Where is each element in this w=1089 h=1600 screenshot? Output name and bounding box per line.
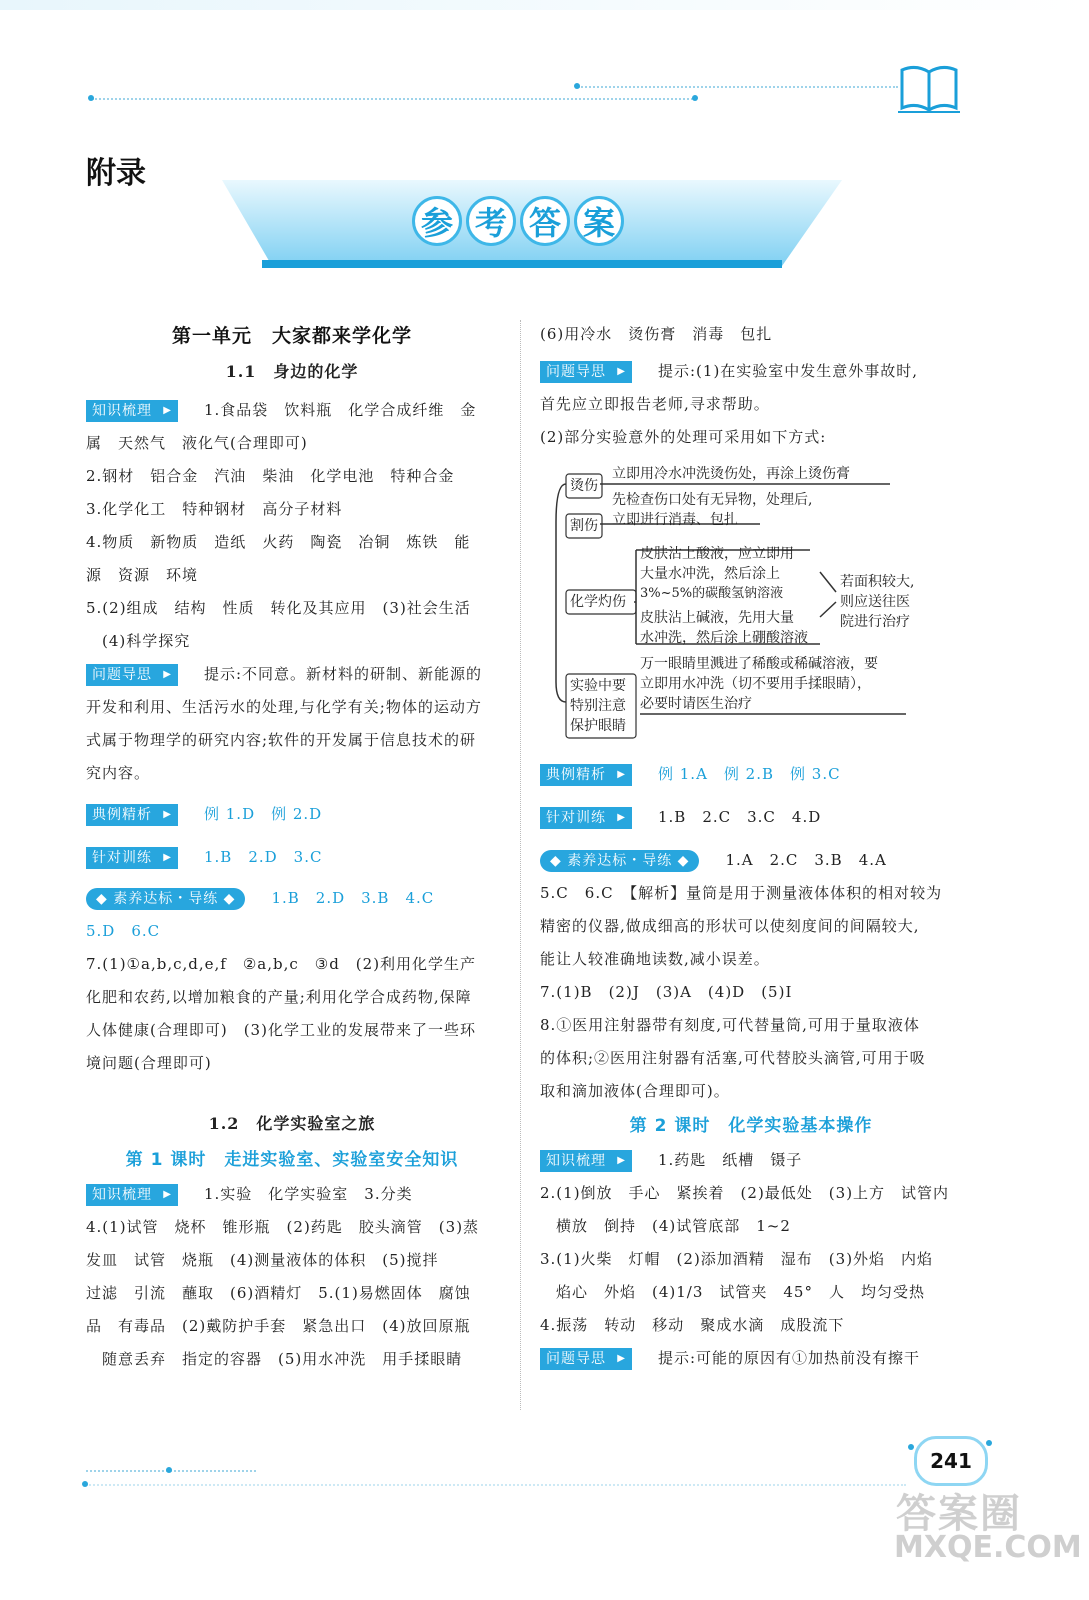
diagram-label-cut: 割伤 — [570, 518, 598, 534]
tag-example: 典例精析 ▶ — [86, 804, 178, 826]
footer-dot — [908, 1444, 914, 1450]
answer-line: 人体健康(合理即可) (3)化学工业的发展带来了一些环 — [86, 1021, 476, 1039]
footer-dot — [82, 1481, 88, 1487]
answer-line: 1.实验 化学实验室 3.分类 — [204, 1185, 413, 1203]
answer-line: 7.(1)①a,b,c,d,e,f ②a,b,c ③d (2)利用化学生产 — [86, 955, 477, 973]
header-dot — [692, 95, 698, 101]
answer-line: 1.A 2.C 3.B 4.A — [725, 851, 887, 869]
answer-line: 1.B 2.D 3.C — [204, 848, 323, 866]
header-dot — [88, 95, 94, 101]
answer-line: 4.物质 新物质 造纸 火药 陶瓷 冶铜 炼铁 能 — [86, 533, 471, 551]
diagram-label-chem: 化学灼伤 — [570, 594, 626, 610]
tag-literacy: ◆ 素养达标・导练 ◆ — [540, 850, 699, 872]
answer-line: 3.化学化工 特种钢材 高分子材料 — [86, 500, 343, 518]
diagram-label-burn: 烫伤 — [570, 478, 598, 494]
answer-line: 品 有毒品 (2)戴防护手套 紧急出口 (4)放回原瓶 — [86, 1317, 471, 1335]
answer-line: (2)部分实验意外的处理可采用如下方式: — [540, 428, 827, 446]
tag-literacy: ◆ 素养达标・导练 ◆ — [86, 888, 245, 910]
answer-line: 2.(1)倒放 手心 紧挨着 (2)最低处 (3)上方 试管内 — [540, 1184, 950, 1202]
answer-line: 1.B 2.C 3.C 4.D — [658, 808, 822, 826]
unit-title: 第一单元 大家都来学化学 — [171, 325, 412, 347]
top-gradient-bar — [0, 0, 1089, 10]
answer-line: 1.食品袋 饮料瓶 化学合成纤维 金 — [204, 401, 477, 419]
answer-line: 提示:可能的原因有①加热前没有擦干 — [658, 1349, 921, 1367]
diagram-text: 大量水冲洗，然后涂上 — [640, 566, 780, 582]
answer-line: 横放 倒持 (4)试管底部 1~2 — [556, 1217, 791, 1235]
left-column — [86, 318, 498, 1376]
banner-char: 案 — [574, 196, 624, 246]
answer-line: 式属于物理学的研究内容;软件的开发属于信息技术的研 — [86, 731, 477, 749]
answer-line: 1.药匙 纸槽 镊子 — [658, 1151, 803, 1169]
answer-line: 化肥和农药,以增加粮食的产量;利用化学合成药物,保障 — [86, 988, 472, 1006]
diagram-text: 若面积较大, — [840, 574, 915, 590]
tag-example: 典例精析 ▶ — [540, 764, 632, 786]
answer-line: 8.①医用注射器带有刻度,可代替量筒,可用于量取液体 — [540, 1016, 920, 1034]
appendix-title: 附录 — [86, 156, 146, 191]
tag-knowledge: 知识梳理 ▶ — [540, 1150, 632, 1172]
answer-line: 发皿 试管 烧瓶 (4)测量液体的体积 (5)搅拌 — [86, 1251, 439, 1269]
diagram-text: 皮肤沾上碱液，先用大量 — [640, 610, 794, 626]
diagram-text: 立即用冷水冲洗烫伤处，再涂上烫伤膏 — [612, 466, 850, 482]
watermark-logo: 答案圈 — [896, 1491, 1022, 1537]
banner-char: 答 — [520, 196, 570, 246]
answer-line: 2.钢材 铝合金 汽油 柴油 化学电池 特种合金 — [86, 467, 455, 485]
answer-line: (4)科学探究 — [102, 632, 191, 650]
diagram-text: 先检查伤口处有无异物，处理后, — [612, 492, 813, 508]
right-column-lower — [540, 758, 962, 1375]
tag-question: 问题导思 ▶ — [86, 664, 178, 686]
header-dot — [574, 83, 580, 89]
header-dotted-line — [92, 98, 697, 100]
answer-line: 究内容。 — [86, 764, 151, 782]
answer-line: 提示:不同意。新材料的研制、新能源的 — [204, 665, 483, 683]
diagram-text: 必要时请医生治疗 — [640, 696, 752, 712]
tag-question: 问题导思 ▶ — [540, 361, 632, 383]
footer-dotted-line-long — [86, 1484, 906, 1486]
tag-knowledge: 知识梳理 ▶ — [86, 400, 178, 422]
tag-knowledge: 知识梳理 ▶ — [86, 1184, 178, 1206]
answer-line: 5.(2)组成 结构 性质 转化及其应用 (3)社会生活 — [86, 599, 471, 617]
lesson-title: 第 1 课时 走进实验室、实验室安全知识 — [125, 1150, 459, 1170]
column-divider — [520, 320, 521, 1410]
footer-dot — [166, 1467, 172, 1473]
page-number: 241 — [914, 1436, 988, 1486]
answer-line: 境问题(合理即可) — [86, 1054, 212, 1072]
answer-line: 例 1.A 例 2.B 例 3.C — [658, 765, 841, 783]
diagram-text: 立即用水冲洗（切不要用手揉眼睛）， — [640, 676, 871, 692]
tag-question: 问题导思 ▶ — [540, 1348, 632, 1370]
tag-training: 针对训练 ▶ — [540, 807, 632, 829]
lesson-title: 第 2 课时 化学实验基本操作 — [629, 1116, 873, 1136]
answer-line: 的体积;②医用注射器有活塞,可代替胶头滴管,可用于吸 — [540, 1049, 926, 1067]
answer-line: 3.(1)火柴 灯帽 (2)添加酒精 湿布 (3)外焰 内焰 — [540, 1250, 934, 1268]
diagram-text: 万一眼睛里溅进了稀酸或稀碱溶液，要 — [640, 656, 878, 672]
book-icon — [898, 64, 960, 114]
answer-line: 提示:(1)在实验室中发生意外事故时, — [658, 362, 919, 380]
banner-char: 参 — [412, 196, 462, 246]
answer-line: 取和滴加液体(合理即可)。 — [540, 1082, 730, 1100]
diagram-text: 水冲洗，然后涂上硼酸溶液 — [640, 630, 808, 646]
answer-line: 1.B 2.D 3.B 4.C — [271, 889, 435, 907]
header-dotted-line-right — [578, 86, 898, 88]
diagram-text: 则应送往医 — [840, 594, 910, 610]
answer-line: 首先应立即报告老师,寻求帮助。 — [540, 395, 770, 413]
diagram-label-eye: 保护眼睛 — [570, 718, 626, 734]
answer-line: 焰心 外焰 (4)1/3 试管夹 45° 人 均匀受热 — [556, 1283, 925, 1301]
answer-line: 4.(1)试管 烧杯 锥形瓶 (2)药匙 胶头滴管 (3)蒸 — [86, 1218, 480, 1236]
watermark-url: MXQE.COM — [894, 1530, 1082, 1565]
answer-line: 例 1.D 例 2.D — [204, 805, 323, 823]
answer-line: 开发和利用、生活污水的处理,与化学有关;物体的运动方 — [86, 698, 482, 716]
footer-dot — [986, 1440, 992, 1446]
answer-line: 7.(1)B (2)J (3)A (4)D (5)I — [540, 983, 793, 1001]
answer-line: 5.D 6.C — [86, 922, 161, 940]
section-title: 1.1 身边的化学 — [225, 362, 359, 381]
right-column — [540, 318, 962, 454]
diagram-label-eye: 实验中要 — [570, 678, 626, 694]
accident-handling-diagram — [540, 462, 960, 742]
diagram-text: 3%~5%的碳酸氢钠溶液 — [640, 586, 784, 601]
diagram-text: 院进行治疗 — [840, 614, 910, 630]
answer-line: 精密的仪器,做成细高的形状可以使刻度间的间隔较大, — [540, 917, 920, 935]
answer-line: 属 天然气 液化气(合理即可) — [86, 434, 308, 452]
diagram-label-eye: 特别注意 — [570, 698, 626, 714]
diagram-text: 立即进行消毒、包扎 — [612, 512, 738, 528]
answer-line: 5.C 6.C 【解析】量筒是用于测量液体体积的相对较为 — [540, 884, 943, 902]
answer-line: 源 资源 环境 — [86, 566, 199, 584]
answer-line: 能让人较准确地读数,减小误差。 — [540, 950, 770, 968]
answer-line: 4.振荡 转动 移动 聚成水滴 成股流下 — [540, 1316, 845, 1334]
section-title: 1.2 化学实验室之旅 — [208, 1114, 376, 1133]
answer-line: (6)用冷水 烫伤膏 消毒 包扎 — [540, 325, 773, 343]
answer-line: 过滤 引流 蘸取 (6)酒精灯 5.(1)易燃固体 腐蚀 — [86, 1284, 471, 1302]
diagram-text: 皮肤沾上酸液，应立即用 — [640, 546, 794, 562]
tag-training: 针对训练 ▶ — [86, 847, 178, 869]
banner-char: 考 — [466, 196, 516, 246]
answer-line: 随意丢弃 指定的容器 (5)用水冲洗 用手揉眼睛 — [102, 1350, 463, 1368]
